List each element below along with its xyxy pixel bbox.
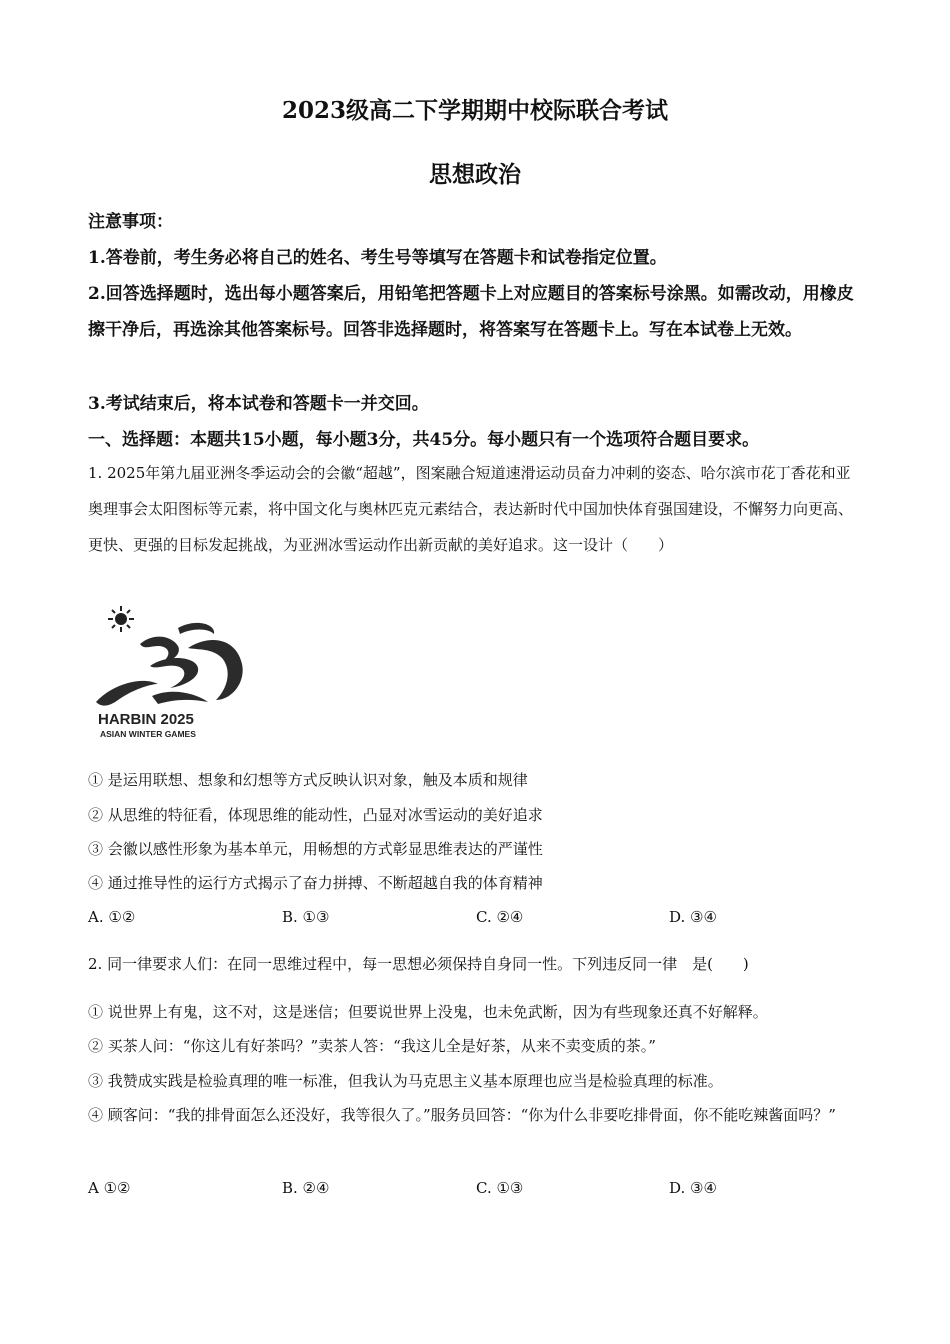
harbin-2025-logo: [92, 604, 247, 740]
question-1-answer-d: D. ③④: [669, 908, 717, 926]
question-1-option-2: ② 从思维的特征看，体现思维的能动性，凸显对冰雪运动的美好追求: [88, 806, 543, 824]
logo-text-sub: ASIAN WINTER GAMES: [100, 729, 196, 739]
emblem-graphic: [92, 604, 247, 740]
question-1-answer-c: C. ②④: [476, 908, 524, 926]
notice-heading: 注意事项：: [88, 212, 173, 232]
question-2-option-1: ① 说世界上有鬼，这不对，这是迷信；但要说世界上没鬼，也未免武断，因为有些现象还真不好解释。: [88, 1003, 768, 1021]
skater-strokes-icon: [96, 623, 243, 706]
question-2-answer-c: C. ①③: [476, 1179, 524, 1197]
question-1-option-3: ③ 会徽以感性形象为基本单元，用畅想的方式彰显思维表达的严谨性: [88, 840, 543, 858]
notice-item-2: 2.回答选择题时，选出每小题答案后，用铅笔把答题卡上对应题目的答案标号涂黑。如需改动，用橡皮擦干净后，再选涂其他答案标号。回答非选择题时，将答案写在答题卡上。写在本试卷上无效。: [88, 284, 854, 340]
notice-item-3: 3.考试结束后，将本试卷和答题卡一并交回。: [88, 394, 429, 414]
question-2-answer-d: D. ③④: [669, 1179, 717, 1197]
question-2-option-3: ③ 我赞成实践是检验真理的唯一标准，但我认为马克思主义基本原理也应当是检验真理的标准。: [88, 1072, 723, 1090]
section-heading: 一、选择题：本题共15小题，每小题3分，共45分。每小题只有一个选项符合题目要求。: [88, 430, 760, 450]
question-2-answer-b: B. ②④: [282, 1179, 330, 1197]
question-1-option-4: ④ 通过推导性的运行方式揭示了奋力拼搏、不断超越自我的体育精神: [88, 874, 543, 892]
exam-title: 2023级高二下学期期中校际联合考试: [281, 97, 668, 124]
exam-subject: 思想政治: [429, 161, 521, 188]
question-2-option-4: ④ 顾客问：“我的排骨面怎么还没好，我等很久了。”服务员回答：“你为什么非要吃排骨面，你不能吃辣酱面吗？”: [88, 1106, 836, 1124]
question-2-option-2: ② 买茶人问：“你这儿有好茶吗？”卖茶人答：“我这儿全是好茶，从来不卖变质的茶。”: [88, 1037, 656, 1055]
question-1-answer-b: B. ①③: [282, 908, 330, 926]
question-2-answer-a: A ①②: [88, 1179, 131, 1197]
question-1-stem: 1. 2025年第九届亚洲冬季运动会的会徽“超越”，图案融合短道速滑运动员奋力冲刺的姿态、哈尔滨市花丁香花和亚奥理事会太阳图标等元素，将中国文化与奥林匹克元素结合，表达新时代中国加快体育强国建设，不懈努力向更高、更快、更强的目标发起挑战，为亚洲冰雪运动作出新贡献的美好追求。这一设计（ ）: [88, 464, 854, 554]
question-1-option-1: ① 是运用联想、想象和幻想等方式反映认识对象，触及本质和规律: [88, 771, 528, 789]
question-2-stem: 2. 同一律要求人们：在同一思维过程中，每一思想必须保持自身同一性。下列违反同一律 是( ): [88, 955, 749, 973]
notice-item-1: 1.答卷前，考生务必将自己的姓名、考生号等填写在答题卡和试卷指定位置。: [88, 248, 667, 268]
sun-icon: [108, 606, 134, 632]
logo-text-main: HARBIN 2025: [98, 711, 194, 728]
question-1-answer-a: A. ①②: [88, 908, 136, 926]
